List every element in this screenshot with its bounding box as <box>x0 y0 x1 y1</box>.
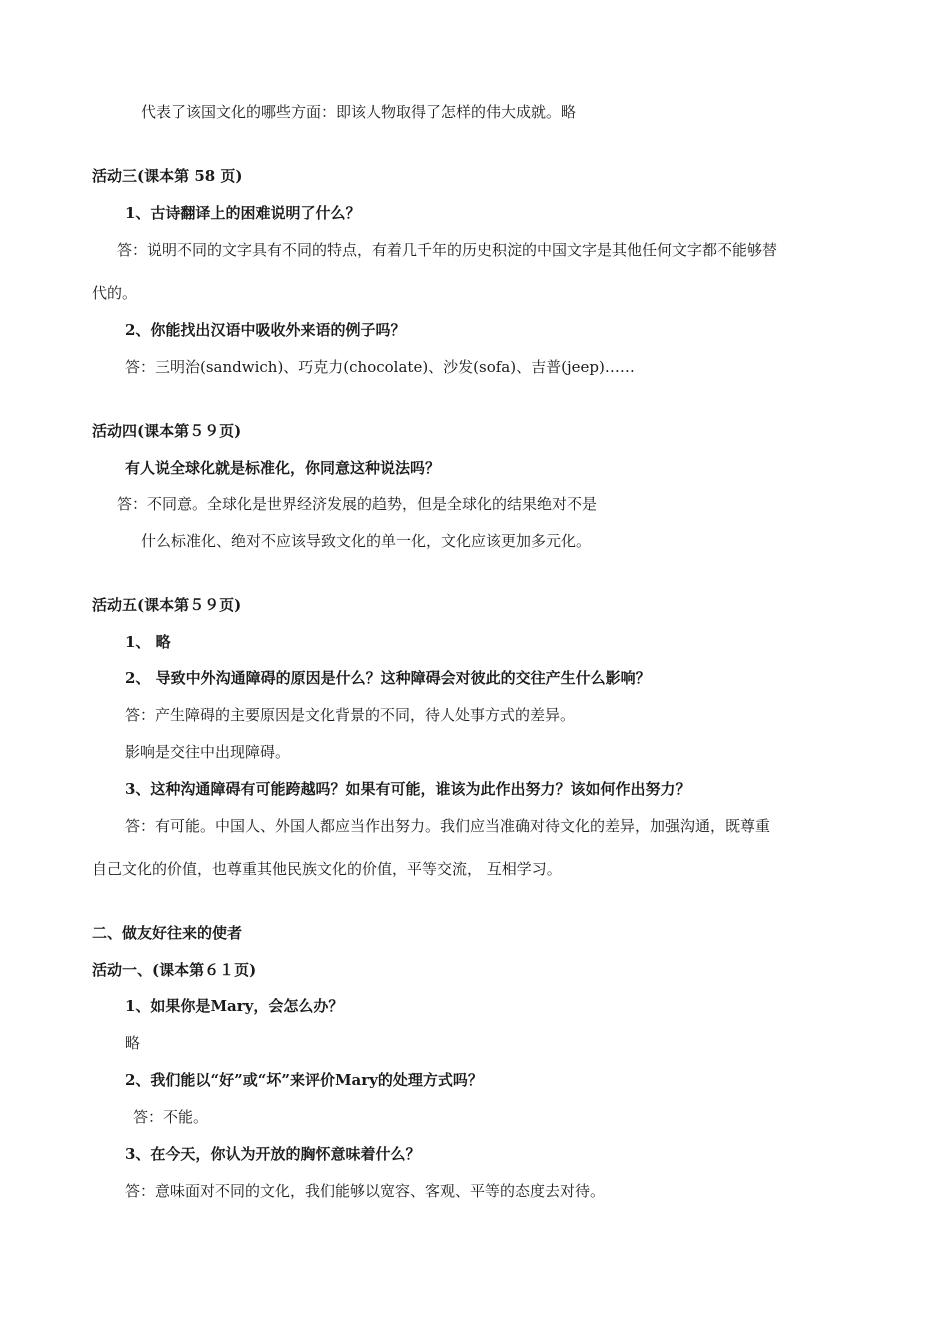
text-line: 自己文化的价值，也尊重其他民族文化的价值，平等交流， 互相学习。 <box>92 860 562 878</box>
answer: 答：三明治(sandwich)、巧克力(chocolate)、沙发(sofa)、吉普(jeep)…… <box>125 358 635 376</box>
answer: 答：不能。 <box>133 1108 209 1126</box>
answer: 答：不同意。全球化是世界经济发展的趋势，但是全球化的结果绝对不是 <box>117 495 598 513</box>
question: 1、古诗翻译上的困难说明了什么？ <box>125 204 361 222</box>
question: 有人说全球化就是标准化，你同意这种说法吗？ <box>125 459 441 477</box>
section-heading: 活动一、(课本第６１页) <box>92 961 257 979</box>
question: 2、你能找出汉语中吸收外来语的例子吗？ <box>125 321 406 339</box>
text-line: 代表了该国文化的哪些方面：即该人物取得了怎样的伟大成就。略 <box>141 103 577 121</box>
chapter-heading: 二、做友好往来的使者 <box>92 924 243 942</box>
answer: 答：意味面对不同的文化，我们能够以宽容、客观、平等的态度去对待。 <box>125 1182 606 1200</box>
question: 3、这种沟通障碍有可能跨越吗？如果有可能，谁该为此作出努力？该如何作出努力？ <box>125 780 691 798</box>
question: 2、我们能以“好”或“坏”来评价Mary的处理方式吗？ <box>125 1071 483 1089</box>
question: 3、在今天，你认为开放的胸怀意味着什么？ <box>125 1145 421 1163</box>
answer: 答：有可能。中国人、外国人都应当作出努力。我们应当准确对待文化的差异，加强沟通，既尊重 <box>125 817 771 835</box>
section-heading: 活动四(课本第５９页) <box>92 422 242 440</box>
question: 1、如果你是Mary，会怎么办？ <box>125 997 344 1015</box>
section-heading: 活动三(课本第 58 页) <box>92 167 243 185</box>
question: 2、 导致中外沟通障碍的原因是什么？这种障碍会对彼此的交往产生什么影响？ <box>125 669 651 687</box>
text-line: 代的。 <box>92 284 138 302</box>
text-line: 什么标准化、绝对不应该导致文化的单一化，文化应该更加多元化。 <box>141 532 592 550</box>
answer: 略 <box>125 1034 141 1052</box>
section-heading: 活动五(课本第５９页) <box>92 596 242 614</box>
answer: 答：说明不同的文字具有不同的特点，有着几千年的历史积淀的中国文字是其他任何文字都不能够替 <box>117 241 778 259</box>
text-line: 影响是交往中出现障碍。 <box>125 743 291 761</box>
answer: 答：产生障碍的主要原因是文化背景的不同，待人处事方式的差异。 <box>125 706 576 724</box>
question: 1、 略 <box>125 633 171 651</box>
